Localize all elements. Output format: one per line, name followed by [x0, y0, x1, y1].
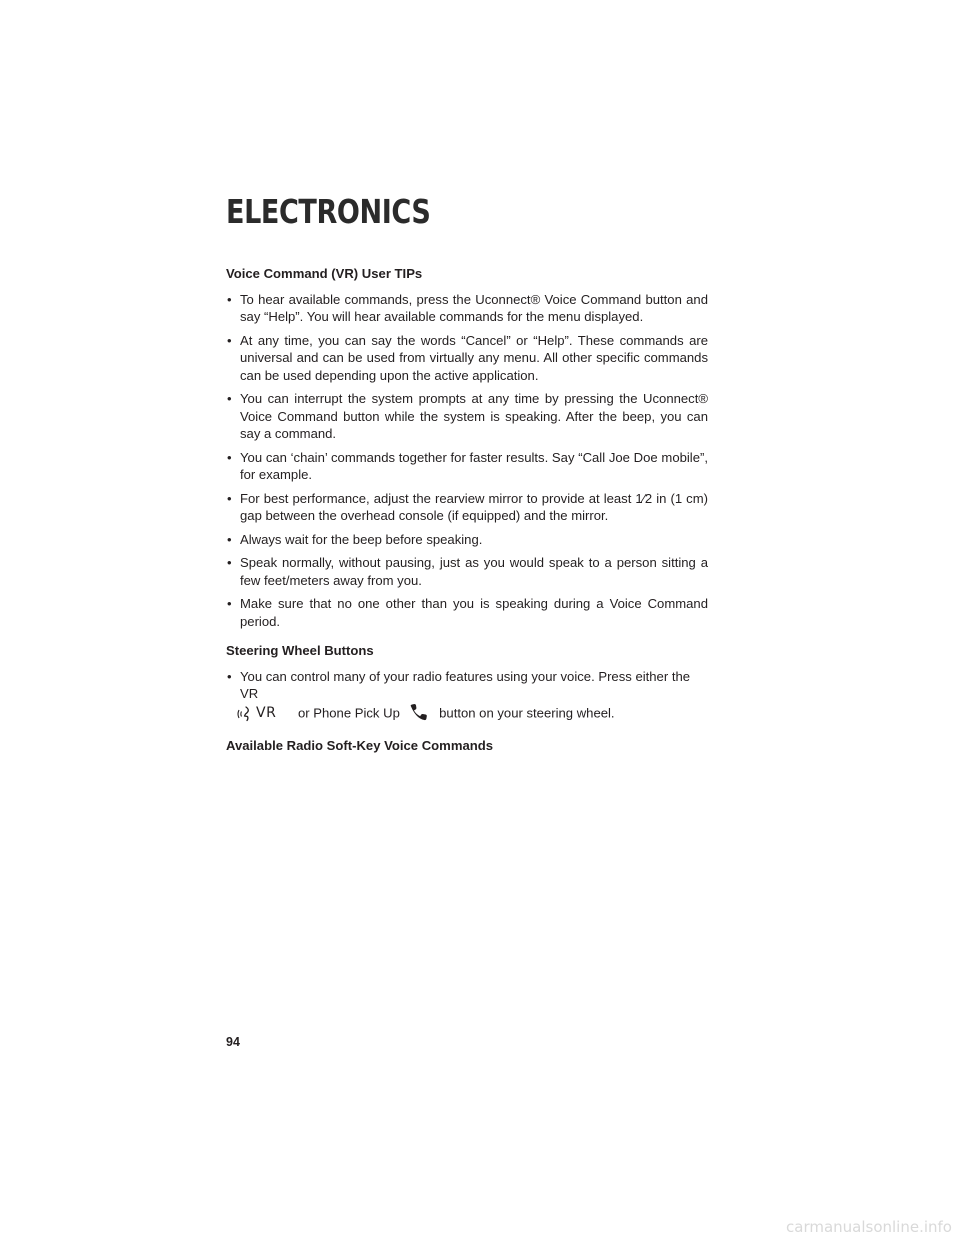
list-item: • To hear available commands, press the Uconnect® Voice Command button and say “Help”. You will hear available commands for the menu displayed.	[227, 291, 708, 324]
section-title: ELECTRONICS	[226, 192, 431, 231]
list-item: • For best performance, adjust the rearview mirror to provide at least 1⁄2 in (1 cm) gap between the overhead console (if equipped) and the mirror.	[227, 490, 708, 523]
page-number: 94	[226, 1035, 240, 1049]
voice-tips-list	[226, 291, 708, 631]
steering-wheel-list	[226, 668, 708, 726]
voice-tips-section	[226, 265, 708, 630]
radio-commands-heading: Available Radio Soft-Key Voice Commands	[226, 738, 494, 753]
voice-tips-heading: Voice Command (VR) User TIPs	[226, 266, 423, 281]
list-item: • Speak normally, without pausing, just as you would speak to a person sitting a few feet/meters away from you.	[227, 555, 708, 588]
watermark: carmanualsonline.info	[786, 1218, 952, 1236]
list-item: • Make sure that no one other than you is speaking during a Voice Command period.	[227, 596, 708, 629]
list-item: • You can control many of your radio features using your voice. Press either the VR VR or Phone Pick Up button on your steering wheel.	[226, 668, 708, 726]
list-item: • You can interrupt the system prompts at any time by pressing the Uconnect® Voice Command button while the system is speaking. After the beep, you can say a command.	[227, 391, 708, 441]
radio-commands-section	[226, 737, 708, 755]
list-item: • At any time, you can say the words “Cancel” or “Help”. These commands are universal and can be used from virtually any menu. All other specific commands can be used depending upon the active application.	[227, 332, 708, 383]
voice-waves-icon	[234, 705, 254, 723]
phone-pickup-icon	[408, 703, 432, 726]
voice-recognition-icon: VR	[234, 705, 276, 723]
steering-wheel-heading: Steering Wheel Buttons	[226, 643, 374, 658]
page-content	[226, 265, 708, 763]
steering-wheel-section	[226, 642, 708, 725]
list-item: • Always wait for the beep before speaking.	[227, 531, 483, 547]
list-item: • You can ‘chain’ commands together for faster results. Say “Call Joe Doe mobile”, for example.	[227, 449, 708, 482]
